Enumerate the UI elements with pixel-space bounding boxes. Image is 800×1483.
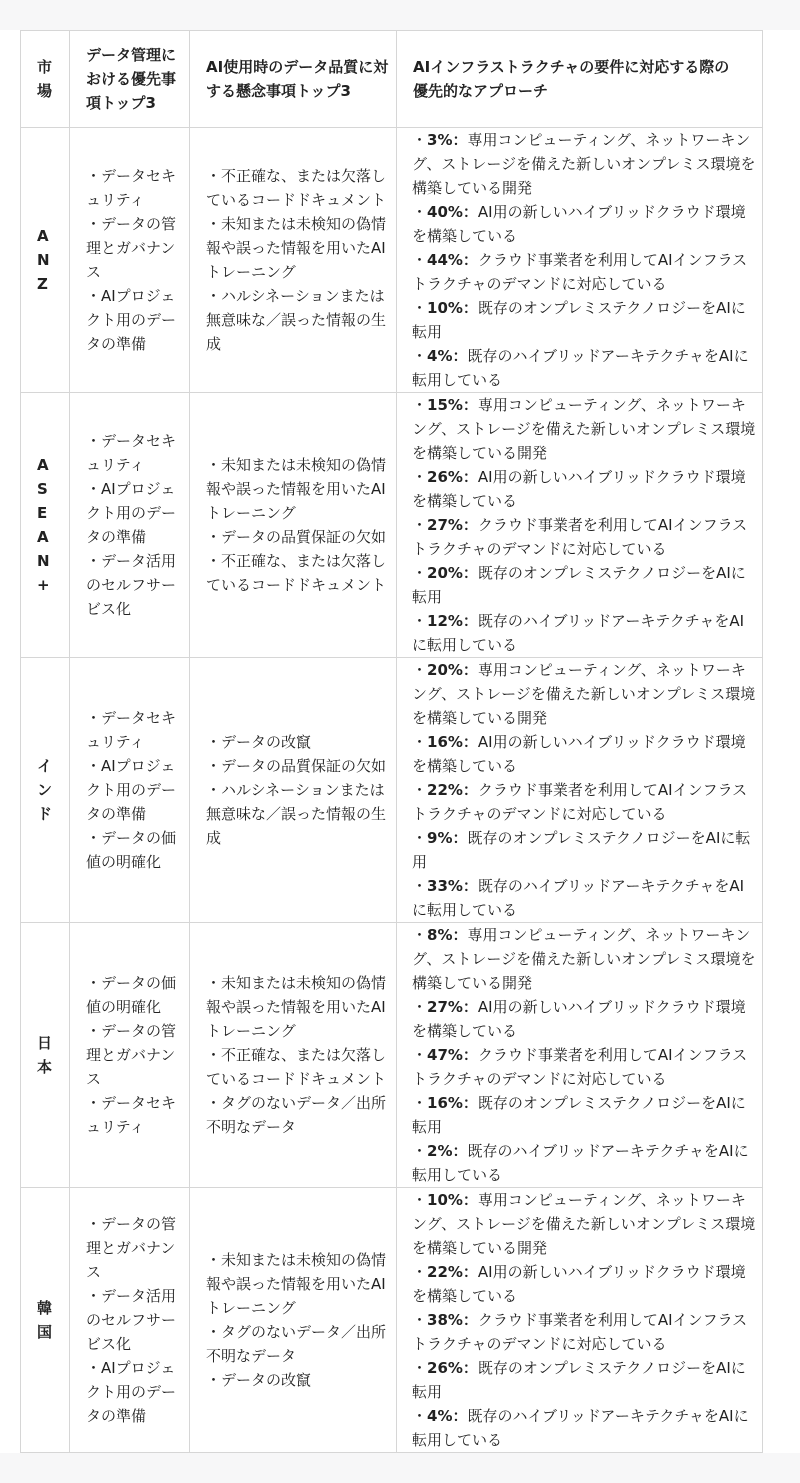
approach-description: AI用の新しいハイブリッドクラウド環境を構築している — [412, 1263, 746, 1305]
infra-approach-item: ・9%：既存のオンプレミステクノロジーをAIに転用 — [412, 829, 751, 871]
market-cell — [21, 658, 70, 923]
data-management-item: ・AIプロジェクト用のデータの準備 — [86, 287, 177, 353]
approach-description: 既存のハイブリッドアーキテクチャをAIに転用している — [412, 1407, 749, 1449]
market-name: ASEAN+ — [37, 456, 50, 594]
data-quality-item: ・ハルシネーションまたは無意味な／誤った情報の生成 — [206, 781, 387, 847]
infra-approach-item: ・4%：既存のハイブリッドアーキテクチャをAIに転用している — [412, 347, 749, 389]
approach-description: 既存のハイブリッドアーキテクチャをAIに転用している — [412, 612, 745, 654]
approach-percentage: 38%： — [427, 1311, 478, 1329]
data-management-item: ・AIプロジェクト用のデータの準備 — [86, 480, 177, 546]
approach-percentage: 16%： — [427, 1094, 478, 1112]
data-management-item: ・データの管理とガバナンス — [86, 1215, 177, 1281]
infra-approach-item: ・27%：AI用の新しいハイブリッドクラウド環境を構築している — [412, 998, 746, 1040]
approach-percentage: 15%： — [427, 396, 478, 414]
infra-approach-list — [412, 1188, 756, 1452]
header-infra-approach — [397, 31, 763, 128]
table-row — [21, 128, 763, 393]
header-infra-approach-line1: AIインフラストラクチャの要件に対応する際の — [413, 58, 730, 76]
approach-description: 既存のハイブリッドアーキテクチャをAIに転用している — [412, 877, 745, 919]
infra-approach-item: ・8%：専用コンピューティング、ネットワーキング、ストレージを備えた新しいオンプレミス環境を構築している開発 — [412, 926, 756, 992]
infra-approach-item: ・15%：専用コンピューティング、ネットワーキング、ストレージを備えた新しいオンプレミス環境を構築している開発 — [412, 396, 756, 462]
infra-approach-item: ・10%：既存のオンプレミステクノロジーをAIに転用 — [412, 299, 746, 341]
data-management-item: ・データの価値の明確化 — [86, 829, 177, 871]
approach-description: 既存のオンプレミステクノロジーをAIに転用 — [412, 829, 751, 871]
infra-approach-item: ・26%：AI用の新しいハイブリッドクラウド環境を構築している — [412, 468, 746, 510]
approach-percentage: 10%： — [427, 299, 478, 317]
approach-description: AI用の新しいハイブリッドクラウド環境を構築している — [412, 998, 746, 1040]
approach-percentage: 20%： — [427, 661, 478, 679]
approach-percentage: 47%： — [427, 1046, 478, 1064]
data-management-item: ・データセキュリティ — [86, 167, 177, 209]
data-quality-item: ・データの品質保証の欠如 — [206, 528, 387, 546]
market-name: ANZ — [37, 227, 50, 293]
data-quality-cell — [190, 658, 397, 923]
infra-approach-item: ・3%：専用コンピューティング、ネットワーキング、ストレージを備えた新しいオンプレミス環境を構築している開発 — [412, 131, 756, 197]
approach-percentage: 26%： — [427, 468, 478, 486]
approach-percentage: 26%： — [427, 1359, 478, 1377]
approach-percentage: 44%： — [427, 251, 478, 269]
data-quality-item: ・データの改竄 — [206, 733, 312, 751]
data-quality-item: ・タグのないデータ／出所不明なデータ — [206, 1323, 387, 1365]
infra-approach-item: ・44%：クラウド事業者を利用してAIインフラストラクチャのデマンドに対応している — [412, 251, 748, 293]
data-management-cell — [70, 393, 190, 658]
infra-approach-item: ・22%：クラウド事業者を利用してAIインフラストラクチャのデマンドに対応している — [412, 781, 748, 823]
data-quality-cell — [190, 393, 397, 658]
approach-percentage: 16%： — [427, 733, 478, 751]
approach-percentage: 8%： — [427, 926, 468, 944]
approach-percentage: 27%： — [427, 998, 478, 1016]
approach-percentage: 22%： — [427, 781, 478, 799]
data-quality-item: ・未知または未検知の偽情報や誤った情報を用いたAIトレーニング — [206, 215, 387, 281]
approach-description: 既存のオンプレミステクノロジーをAIに転用 — [412, 1359, 746, 1401]
table-row — [21, 658, 763, 923]
infra-approach-cell — [397, 923, 763, 1188]
approach-percentage: 20%： — [427, 564, 478, 582]
data-management-item: ・データ活用のセルフサービス化 — [86, 1287, 177, 1353]
data-quality-cell — [190, 923, 397, 1188]
data-management-item: ・AIプロジェクト用のデータの準備 — [86, 1359, 177, 1425]
data-management-item: ・データセキュリティ — [86, 709, 177, 751]
infra-approach-item: ・20%：既存のオンプレミステクノロジーをAIに転用 — [412, 564, 746, 606]
approach-description: 専用コンピューティング、ネットワーキング、ストレージを備えた新しいオンプレミス環境を構築している開発 — [412, 926, 756, 992]
infra-approach-item: ・22%：AI用の新しいハイブリッドクラウド環境を構築している — [412, 1263, 746, 1305]
header-data-quality — [190, 31, 397, 128]
infra-approach-item: ・33%：既存のハイブリッドアーキテクチャをAIに転用している — [412, 877, 745, 919]
approach-description: 既存のハイブリッドアーキテクチャをAIに転用している — [412, 1142, 749, 1184]
approach-description: AI用の新しいハイブリッドクラウド環境を構築している — [412, 203, 746, 245]
infra-approach-item: ・4%：既存のハイブリッドアーキテクチャをAIに転用している — [412, 1407, 749, 1449]
approach-description: 既存のオンプレミステクノロジーをAIに転用 — [412, 1094, 746, 1136]
data-management-item: ・データの管理とガバナンス — [86, 1022, 177, 1088]
approach-percentage: 40%： — [427, 203, 478, 221]
infra-approach-item: ・2%：既存のハイブリッドアーキテクチャをAIに転用している — [412, 1142, 749, 1184]
table-row — [21, 393, 763, 658]
infra-approach-item: ・16%：既存のオンプレミステクノロジーをAIに転用 — [412, 1094, 746, 1136]
infra-approach-item: ・16%：AI用の新しいハイブリッドクラウド環境を構築している — [412, 733, 746, 775]
data-quality-cell — [190, 128, 397, 393]
market-name: インド — [37, 757, 53, 823]
infra-approach-list — [412, 393, 756, 657]
data-management-cell — [70, 128, 190, 393]
data-quality-item: ・タグのないデータ／出所不明なデータ — [206, 1094, 387, 1136]
approach-percentage: 10%： — [427, 1191, 478, 1209]
data-management-cell — [70, 1188, 190, 1453]
data-quality-item: ・ハルシネーションまたは無意味な／誤った情報の生成 — [206, 287, 387, 353]
data-quality-item: ・不正確な、または欠落しているコードドキュメント — [206, 167, 387, 209]
infra-approach-cell — [397, 658, 763, 923]
bottom-margin-bar — [0, 1453, 800, 1483]
approach-percentage: 2%： — [427, 1142, 468, 1160]
infra-approach-cell — [397, 1188, 763, 1453]
table-row — [21, 1188, 763, 1453]
market-name: 日本 — [37, 1034, 53, 1076]
infra-approach-item: ・26%：既存のオンプレミステクノロジーをAIに転用 — [412, 1359, 746, 1401]
data-quality-item: ・データの改竄 — [206, 1371, 312, 1389]
approach-percentage: 3%： — [427, 131, 468, 149]
approach-percentage: 9%： — [427, 829, 468, 847]
infra-approach-item: ・10%：専用コンピューティング、ネットワーキング、ストレージを備えた新しいオンプレミス環境を構築している開発 — [412, 1191, 756, 1257]
header-data-quality-label: AI使用時のデータ品質に対する懸念事項トップ3 — [206, 58, 389, 100]
infra-approach-item: ・27%：クラウド事業者を利用してAIインフラストラクチャのデマンドに対応している — [412, 516, 748, 558]
table-row — [21, 923, 763, 1188]
market-cell — [21, 923, 70, 1188]
table-header-row — [21, 31, 763, 128]
approach-percentage: 4%： — [427, 347, 468, 365]
header-market-label: 市場 — [37, 58, 53, 100]
approach-description: 既存のオンプレミステクノロジーをAIに転用 — [412, 564, 746, 606]
data-quality-item: ・未知または未検知の偽情報や誤った情報を用いたAIトレーニング — [206, 456, 387, 522]
approach-description: 専用コンピューティング、ネットワーキング、ストレージを備えた新しいオンプレミス環境を構築している開発 — [412, 1191, 756, 1257]
data-management-item: ・AIプロジェクト用のデータの準備 — [86, 757, 177, 823]
data-management-item: ・データセキュリティ — [86, 1094, 177, 1136]
approach-description: クラウド事業者を利用してAIインフラストラクチャのデマンドに対応している — [412, 1046, 748, 1088]
data-management-cell — [70, 658, 190, 923]
data-quality-cell — [190, 1188, 397, 1453]
approach-description: 既存のオンプレミステクノロジーをAIに転用 — [412, 299, 746, 341]
approach-description: クラウド事業者を利用してAIインフラストラクチャのデマンドに対応している — [412, 516, 748, 558]
infra-approach-item: ・38%：クラウド事業者を利用してAIインフラストラクチャのデマンドに対応している — [412, 1311, 748, 1353]
infra-approach-item: ・40%：AI用の新しいハイブリッドクラウド環境を構築している — [412, 203, 746, 245]
infra-approach-item: ・47%：クラウド事業者を利用してAIインフラストラクチャのデマンドに対応している — [412, 1046, 748, 1088]
header-market — [21, 31, 70, 128]
market-cell — [21, 393, 70, 658]
approach-description: AI用の新しいハイブリッドクラウド環境を構築している — [412, 468, 746, 510]
approach-description: AI用の新しいハイブリッドクラウド環境を構築している — [412, 733, 746, 775]
approach-description: クラウド事業者を利用してAIインフラストラクチャのデマンドに対応している — [412, 781, 748, 823]
approach-description: 専用コンピューティング、ネットワーキング、ストレージを備えた新しいオンプレミス環境を構築している開発 — [412, 396, 756, 462]
approach-percentage: 27%： — [427, 516, 478, 534]
data-management-item: ・データ活用のセルフサービス化 — [86, 552, 177, 618]
infra-approach-cell — [397, 393, 763, 658]
approach-description: 既存のハイブリッドアーキテクチャをAIに転用している — [412, 347, 749, 389]
data-management-item: ・データセキュリティ — [86, 432, 177, 474]
approach-description: 専用コンピューティング、ネットワーキング、ストレージを備えた新しいオンプレミス環境を構築している開発 — [412, 661, 756, 727]
data-quality-item: ・未知または未検知の偽情報や誤った情報を用いたAIトレーニング — [206, 974, 387, 1040]
approach-percentage: 4%： — [427, 1407, 468, 1425]
infra-approach-list — [412, 658, 756, 922]
header-data-management-label: データ管理における優先事項トップ3 — [86, 46, 177, 112]
header-infra-approach-line2: 優先的なアプローチ — [413, 82, 549, 100]
data-quality-item: ・不正確な、または欠落しているコードドキュメント — [206, 552, 387, 594]
market-comparison-table — [20, 30, 763, 1453]
data-quality-item: ・未知または未検知の偽情報や誤った情報を用いたAIトレーニング — [206, 1251, 387, 1317]
data-quality-item: ・データの品質保証の欠如 — [206, 757, 387, 775]
approach-description: クラウド事業者を利用してAIインフラストラクチャのデマンドに対応している — [412, 251, 748, 293]
infra-approach-cell — [397, 128, 763, 393]
data-quality-item: ・不正確な、または欠落しているコードドキュメント — [206, 1046, 387, 1088]
infra-approach-item: ・12%：既存のハイブリッドアーキテクチャをAIに転用している — [412, 612, 745, 654]
data-management-item: ・データの管理とガバナンス — [86, 215, 177, 281]
approach-percentage: 33%： — [427, 877, 478, 895]
top-margin-bar — [0, 0, 800, 30]
approach-description: 専用コンピューティング、ネットワーキング、ストレージを備えた新しいオンプレミス環境を構築している開発 — [412, 131, 756, 197]
header-data-management — [70, 31, 190, 128]
market-cell — [21, 128, 70, 393]
approach-percentage: 22%： — [427, 1263, 478, 1281]
data-management-item: ・データの価値の明確化 — [86, 974, 177, 1016]
market-cell — [21, 1188, 70, 1453]
approach-description: クラウド事業者を利用してAIインフラストラクチャのデマンドに対応している — [412, 1311, 748, 1353]
market-name: 韓国 — [37, 1299, 53, 1341]
approach-percentage: 12%： — [427, 612, 478, 630]
infra-approach-list — [412, 128, 756, 392]
infra-approach-list — [412, 923, 756, 1187]
infra-approach-item: ・20%：専用コンピューティング、ネットワーキング、ストレージを備えた新しいオンプレミス環境を構築している開発 — [412, 661, 756, 727]
table-body — [21, 128, 763, 1453]
data-management-cell — [70, 923, 190, 1188]
